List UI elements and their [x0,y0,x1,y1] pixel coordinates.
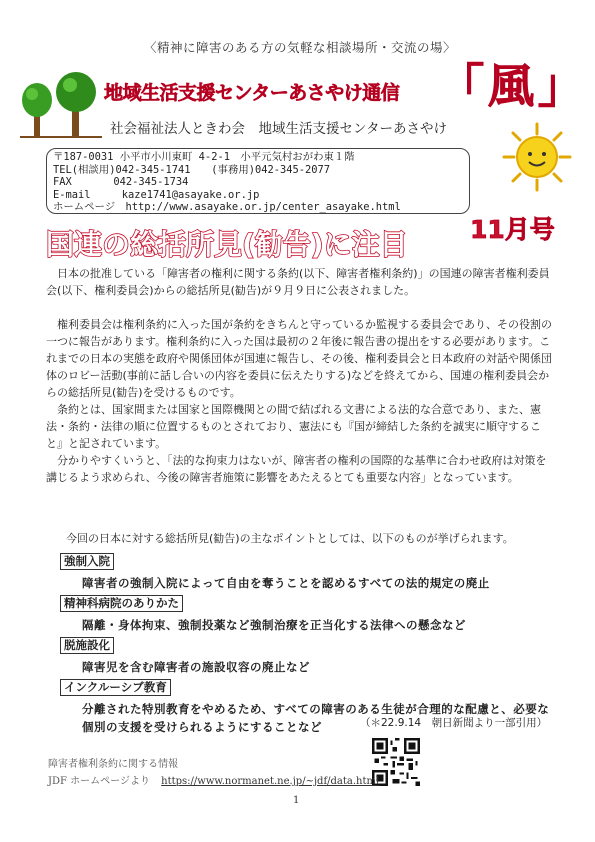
key-points [52,530,552,736]
paragraph: 分かりやすくいうと、「法的な拘束力はないが、障害者の権利の国際的な基準に合わせ政府は対策を講じるよう求められ、今後の障害者施策に影響をあたえるとても重要な内容」となっています。 [46,454,547,484]
email: E-mail kaze1741@asayake.or.jp [53,188,260,201]
point-text: 障害者の強制入院によって自由を奪うことを認めるすべての法的規定の廃止 [82,576,490,590]
newsletter-name: 「風」 [438,59,588,113]
point-text: 分離された特別教育をやめるため、すべての障害のある生徒が合理的な配慮と、必要な個別の支援を受けられるようにすることなど [82,702,550,734]
homepage: ホームページ http://www.asayake.or.jp/center_asayake.html [53,201,401,213]
page-number: 1 [293,795,300,806]
article-body [46,265,554,486]
trees-illustration [20,70,102,140]
address: 〒187-0031 小平市小川東町 4-2-1 小平元気村おがわ東１階 [53,151,355,163]
issue-month: 11月号 [470,215,555,244]
footer-source [48,772,379,787]
point-label: 精神科病院のありかた [60,595,183,612]
sun-icon [502,122,572,192]
fax: FAX 042-345-1734 [53,176,189,188]
footer-info-title: 障害者権利条約に関する情報 [48,759,178,770]
footer-url-link[interactable]: https://www.normanet.ne.jp/~jdf/data.html [161,776,380,787]
paragraph: 日本の批准している「障害者の権利に関する条約(以下、障害者権利条約)」の国連の障害者権利委員会(以下、権利委員会)からの総括所見(勧告)が９月９日に公表されました。 [46,267,550,297]
point-text: 障害児を含む障害者の施設収容の廃止など [82,660,310,674]
article-headline: 国連の総括所見(勧告)に注目 [46,228,408,261]
point-text: 隔離・身体拘束、強制投薬など強制治療を正当化する法律への懸念など [82,618,466,632]
point-label: インクルーシブ教育 [60,679,171,696]
organization-name: 社会福祉法人ときわ会 地域生活支援センターあさやけ [110,121,447,137]
point-label: 脱施設化 [60,637,114,654]
tagline: 〈精神に障害のある方の気軽な相談場所・交流の場〉 [143,40,456,55]
phone: TEL(相談用)042-345-1741 (事務用)042-345-2077 [53,163,331,176]
citation: （＊22.9.14 朝日新聞より一部引用） [360,717,548,729]
paragraph: 条約とは、国家間または国家と国際機関との間で結ばれる文書による法的な合意であり、また、憲法・条約・法律の順に位置するものとされており、憲法にも『国が締結した条約を誠実に順守すること』と記されています。 [46,403,541,450]
footer-source-label: JDF ホームページより [48,776,150,787]
paragraph: 権利委員会は権利条約に入った国が条約をきちんと守っているか監視する委員会であり、その役割の一つに報告があります。権利条約に入った国は最初の２年後に報告書の提出をする必要があります。これまでの日本の実態を政府や関係団体が国連に報告し、その後、権利委員会と日本政府の対話や関係団体のロビー活動(事前に話し合いの内容を委員に伝えたりする)などを終えてから、国連の権利委員会からの総括所見(勧告)を受けるものです。 [46,318,552,399]
newsletter-title: 地域生活支援センターあさやけ通信 [104,82,400,104]
points-intro: 今回の日本に対する総括所見(勧告)の主なポイントとしては、以下のものが挙げられます。 [66,532,514,545]
contact-info-box [46,148,470,214]
point-label: 強制入院 [60,553,114,570]
